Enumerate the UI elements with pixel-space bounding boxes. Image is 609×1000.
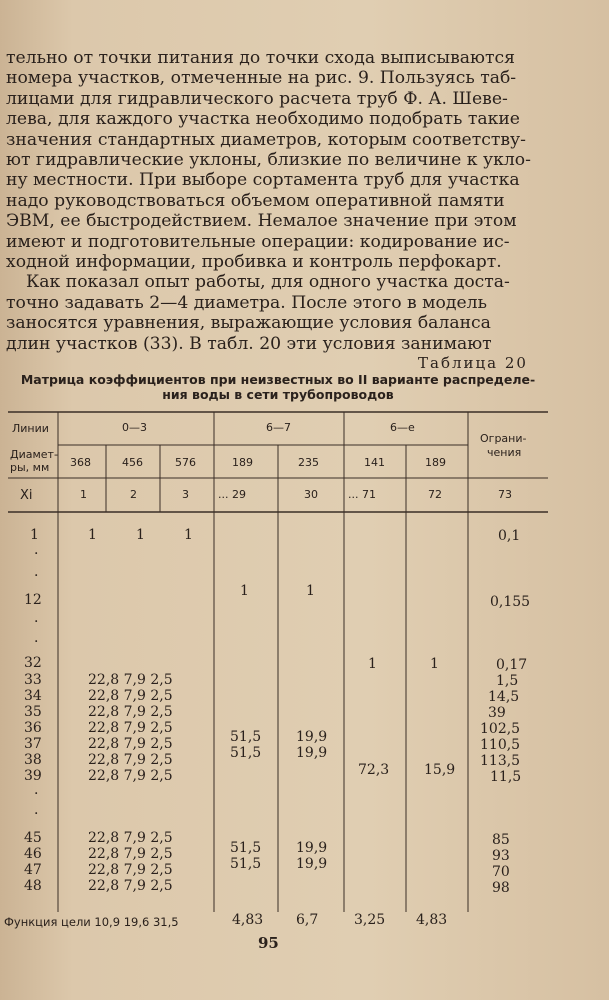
row-number: 33 bbox=[24, 672, 42, 688]
cell-value: 51,5 bbox=[230, 745, 262, 761]
index: 30 bbox=[304, 488, 318, 501]
row-number: 1 bbox=[30, 527, 39, 543]
row-number: 45 bbox=[24, 830, 42, 846]
cell-values: 22,8 7,9 2,5 bbox=[88, 862, 173, 878]
cell-value: 1 bbox=[136, 527, 145, 543]
cell-value: 72,3 bbox=[358, 762, 390, 778]
cell-values: 22,8 7,9 2,5 bbox=[88, 688, 173, 704]
diameter: 189 bbox=[425, 456, 446, 469]
row-number: 46 bbox=[24, 846, 42, 862]
row-number: 38 bbox=[24, 752, 42, 768]
cell-values: 22,8 7,9 2,5 bbox=[88, 878, 173, 894]
cell-value: 19,9 bbox=[296, 840, 328, 856]
limit-value: 39 bbox=[488, 705, 506, 721]
text-line: точно задавать 2—4 диаметра. После этого в модель bbox=[6, 292, 487, 313]
limit-value: 102,5 bbox=[480, 721, 521, 737]
header-limits-2: чения bbox=[487, 446, 522, 459]
row-number: 36 bbox=[24, 720, 42, 736]
index: ... 29 bbox=[218, 488, 246, 501]
diameter: 368 bbox=[70, 456, 91, 469]
cell-value: 19,9 bbox=[296, 856, 328, 872]
group-6-7: 6—7 bbox=[266, 421, 291, 434]
row-number: 32 bbox=[24, 655, 42, 671]
text-line: имеют и подготовительные операции: кодирование ис- bbox=[6, 231, 510, 252]
cell-values: 22,8 7,9 2,5 bbox=[88, 704, 173, 720]
cell-value: 1 bbox=[306, 583, 315, 599]
cell-value: 51,5 bbox=[230, 856, 262, 872]
limit-value: 110,5 bbox=[480, 737, 521, 753]
group-6-e: 6—е bbox=[390, 421, 415, 434]
limit-value: 14,5 bbox=[488, 689, 520, 705]
objective-value: 4,83 bbox=[416, 912, 448, 928]
cell-value: 1 bbox=[184, 527, 193, 543]
cell-value: 1 bbox=[430, 656, 439, 672]
ellipsis-dot: · bbox=[34, 634, 39, 650]
group-0-3: 0—3 bbox=[122, 421, 147, 434]
row-number: 47 bbox=[24, 862, 42, 878]
diameter: 576 bbox=[175, 456, 196, 469]
header-diameters-1: Диамет- bbox=[10, 448, 58, 461]
limit-value: 0,17 bbox=[496, 657, 528, 673]
limit-value: 93 bbox=[492, 848, 510, 864]
text-line: тельно от точки питания до точки схода выписываются bbox=[6, 48, 515, 68]
cell-values: 22,8 7,9 2,5 bbox=[88, 846, 173, 862]
ellipsis-dot: · bbox=[34, 614, 39, 630]
row-number: 34 bbox=[24, 688, 42, 704]
cell-values: 22,8 7,9 2,5 bbox=[88, 720, 173, 736]
limit-value: 113,5 bbox=[480, 753, 521, 769]
cell-value: 1 bbox=[240, 583, 249, 599]
diameter: 141 bbox=[364, 456, 385, 469]
table-title-line: Матрица коэффициентов при неизвестных во II варианте распределе- bbox=[20, 372, 536, 387]
cell-value: 1 bbox=[88, 527, 97, 543]
text-line: ЭВМ, ее быстродействием. Немалое значение при этом bbox=[6, 211, 517, 232]
row-number: 39 bbox=[24, 768, 42, 784]
text-line: ют гидравлические уклоны, близкие по величине к укло- bbox=[6, 150, 531, 171]
cell-values: 22,8 7,9 2,5 bbox=[88, 752, 173, 768]
diameter: 456 bbox=[122, 456, 143, 469]
ellipsis-dot: · bbox=[34, 806, 39, 822]
row-number: 35 bbox=[24, 704, 42, 720]
diameter: 235 bbox=[298, 456, 319, 469]
cell-value: 51,5 bbox=[230, 729, 262, 745]
index: 2 bbox=[130, 488, 137, 501]
cell-value: 15,9 bbox=[424, 762, 456, 778]
cell-value: 1 bbox=[368, 656, 377, 672]
text-line: надо руководствоваться объемом оперативной памяти bbox=[6, 190, 505, 211]
header-xi: Xi bbox=[20, 488, 33, 503]
text-line: ну местности. При выборе сортамента труб для участка bbox=[6, 170, 520, 191]
cell-value: 19,9 bbox=[296, 745, 328, 761]
limit-value: 1,5 bbox=[496, 673, 519, 689]
row-number: 37 bbox=[24, 736, 42, 752]
cell-values: 22,8 7,9 2,5 bbox=[88, 736, 173, 752]
index: 73 bbox=[498, 488, 512, 501]
limit-value: 85 bbox=[492, 832, 510, 848]
header-limits-1: Ограни- bbox=[480, 432, 527, 445]
limit-value: 98 bbox=[492, 880, 510, 896]
cell-value: 19,9 bbox=[296, 729, 328, 745]
objective-value: 3,25 bbox=[354, 912, 386, 928]
cell-values: 22,8 7,9 2,5 bbox=[88, 830, 173, 846]
text-line: лицами для гидравлического расчета труб Ф. А. Шеве- bbox=[6, 88, 508, 109]
index: 3 bbox=[182, 488, 189, 501]
cell-value: 51,5 bbox=[230, 840, 262, 856]
limit-value: 11,5 bbox=[490, 769, 522, 785]
ellipsis-dot: · bbox=[34, 546, 39, 562]
limit-value: 0,1 bbox=[498, 528, 521, 544]
header-lines: Линии bbox=[12, 422, 49, 435]
objective-value: 6,7 bbox=[296, 912, 319, 928]
text-line: номера участков, отмеченные на рис. 9. Пользуясь таб- bbox=[6, 68, 517, 89]
text-line: заносятся уравнения, выражающие условия баланса bbox=[6, 313, 491, 334]
text-line: ходной информации, пробивка и контроль перфокарт. bbox=[6, 252, 502, 273]
index: ... 71 bbox=[348, 488, 376, 501]
text-line: лева, для каждого участка необходимо подобрать такие bbox=[6, 109, 520, 130]
diameter: 189 bbox=[232, 456, 253, 469]
limit-value: 70 bbox=[492, 864, 510, 880]
table-label: Таблица 20 bbox=[418, 354, 528, 372]
text-line: значения стандартных диаметров, которым соответству- bbox=[6, 129, 526, 150]
cell-values: 22,8 7,9 2,5 bbox=[88, 768, 173, 784]
objective-value: 4,83 bbox=[232, 912, 264, 928]
ellipsis-dot: · bbox=[34, 568, 39, 584]
index: 72 bbox=[428, 488, 442, 501]
page-number: 95 bbox=[258, 934, 279, 952]
row-number: 12 bbox=[24, 592, 42, 608]
text-line: Как показал опыт работы, для одного участка доста- bbox=[26, 272, 510, 293]
index: 1 bbox=[80, 488, 87, 501]
limit-value: 0,155 bbox=[490, 594, 531, 610]
row-number: 48 bbox=[24, 878, 42, 894]
header-diameters-2: ры, мм bbox=[10, 461, 50, 474]
objective-label: Функция цели 10,9 19,6 31,5 bbox=[4, 915, 179, 929]
cell-values: 22,8 7,9 2,5 bbox=[88, 672, 173, 688]
ellipsis-dot: · bbox=[34, 786, 39, 802]
text-line: длин участков (33). В табл. 20 эти условия занимают bbox=[6, 333, 492, 354]
table-title-line: ния воды в сети трубопроводов bbox=[162, 387, 394, 402]
